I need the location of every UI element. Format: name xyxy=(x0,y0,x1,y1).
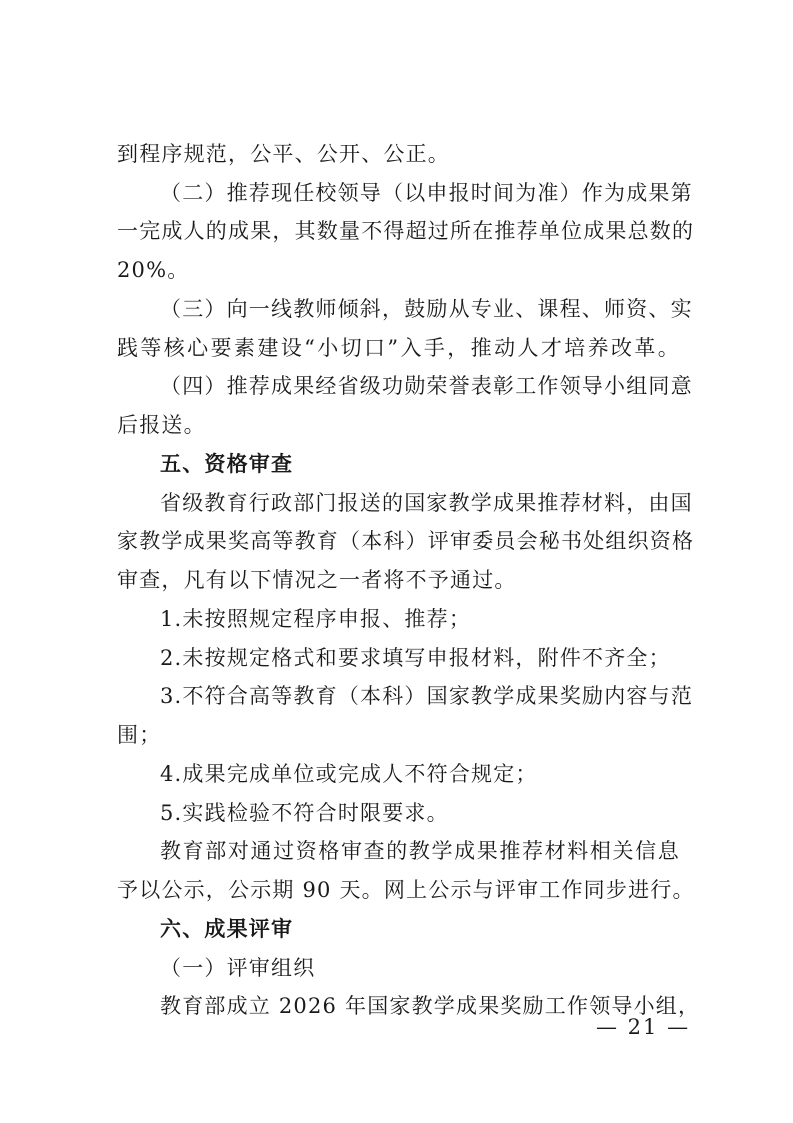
subsection-heading: （一）评审组织 xyxy=(160,956,316,980)
section-heading: 五、资格审查 xyxy=(160,451,294,476)
list-item: 5.实践检验不符合时限要求。 xyxy=(160,801,449,825)
paragraph-line: 教育部成立 2026 年国家教学成果奖励工作领导小组， xyxy=(160,994,701,1018)
paragraph-line: 省级教育行政部门报送的国家教学成果推荐材料，由国 xyxy=(160,491,693,515)
paragraph-line: 审查，凡有以下情况之一者将不予通过。 xyxy=(117,568,517,592)
paragraph-line: 到程序规范，公平、公开、公正。 xyxy=(117,142,450,166)
paragraph-line: （三）向一线教师倾斜，鼓励从专业、课程、师资、实 xyxy=(160,297,693,321)
paragraph-line: （二）推荐现任校领导（以申报时间为准）作为成果第 xyxy=(160,181,693,205)
list-item: 2.未按规定格式和要求填写申报材料，附件不齐全； xyxy=(160,646,671,670)
paragraph-line: 一完成人的成果，其数量不得超过所在推荐单位成果总数的 xyxy=(117,219,695,243)
paragraph-line: （四）推荐成果经省级功勋荣誉表彰工作领导小组同意 xyxy=(160,374,693,398)
paragraph-line: 家教学成果奖高等教育（本科）评审委员会秘书处组织资格 xyxy=(117,529,695,553)
paragraph-line: 践等核心要素建设“小切口”入手，推动人才培养改革。 xyxy=(117,336,680,360)
list-item: 1.未按照规定程序申报、推荐； xyxy=(160,607,472,631)
paragraph-line: 教育部对通过资格审查的教学成果推荐材料相关信息 xyxy=(160,839,680,863)
section-heading: 六、成果评审 xyxy=(160,916,294,941)
paragraph-line: 20%。 xyxy=(117,258,190,282)
list-item: 3.不符合高等教育（本科）国家教学成果奖励内容与范 xyxy=(160,684,694,708)
list-item: 4.成果完成单位或完成人不符合规定； xyxy=(160,762,538,786)
paragraph-line: 后报送。 xyxy=(117,413,206,437)
paragraph-line: 予以公示，公示期 90 天。网上公示与评审工作同步进行。 xyxy=(117,878,695,902)
paragraph-line: 围； xyxy=(117,723,162,747)
page-number: — 21 — xyxy=(596,1015,691,1039)
